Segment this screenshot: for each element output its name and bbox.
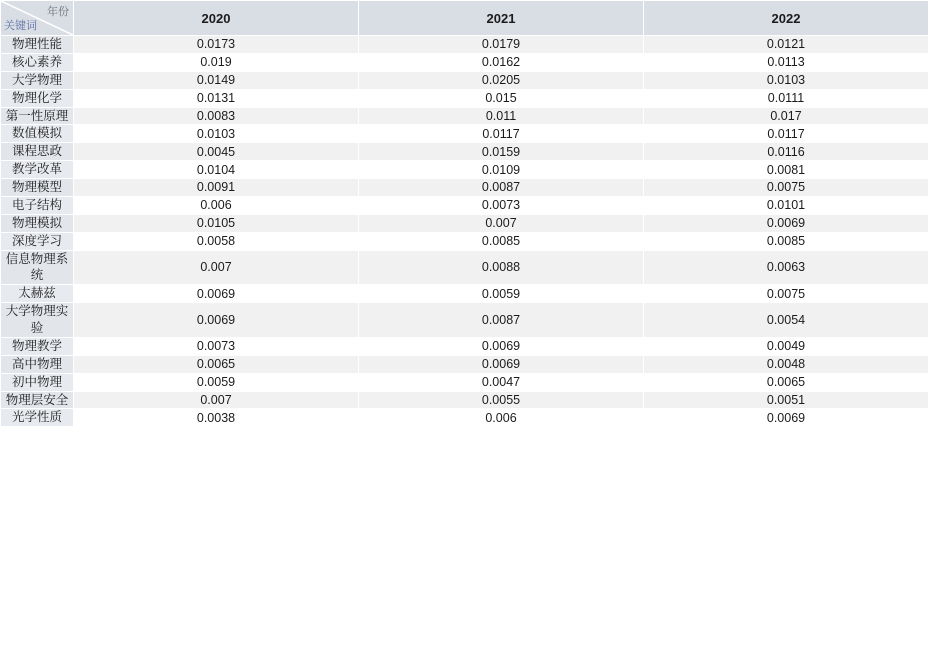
table-row: [1, 409, 929, 427]
column-header-2021: 2021: [359, 1, 644, 36]
table-row: [1, 107, 929, 125]
cell-value: 0.0069: [644, 214, 929, 232]
table-row: [1, 355, 929, 373]
corner-header-cell: [1, 1, 74, 36]
cell-value: 0.0059: [74, 373, 359, 391]
cell-value: 0.011: [359, 107, 644, 125]
table-row: [1, 53, 929, 71]
cell-value: 0.0113: [644, 53, 929, 71]
table-header: [1, 1, 929, 36]
table-row: [1, 373, 929, 391]
row-header-keyword: 物理层安全: [1, 391, 74, 409]
cell-value: 0.0075: [644, 179, 929, 197]
row-header-keyword: 光学性质: [1, 409, 74, 427]
cell-value: 0.0116: [644, 143, 929, 161]
row-header-keyword: 数值模拟: [1, 125, 74, 143]
row-header-keyword: 物理教学: [1, 337, 74, 355]
row-header-keyword: 教学改革: [1, 161, 74, 179]
cell-value: 0.0065: [644, 373, 929, 391]
cell-value: 0.0179: [359, 36, 644, 54]
row-header-keyword: 初中物理: [1, 373, 74, 391]
row-header-keyword: 物理模型: [1, 179, 74, 197]
cell-value: 0.0048: [644, 355, 929, 373]
row-header-keyword: 深度学习: [1, 232, 74, 250]
cell-value: 0.0069: [74, 285, 359, 303]
cell-value: 0.0103: [74, 125, 359, 143]
cell-value: 0.0117: [359, 125, 644, 143]
row-header-keyword: 课程思政: [1, 143, 74, 161]
cell-value: 0.0173: [74, 36, 359, 54]
cell-value: 0.0091: [74, 179, 359, 197]
cell-value: 0.0103: [644, 71, 929, 89]
column-header-2020: 2020: [74, 1, 359, 36]
corner-row-label: 关键词: [4, 20, 37, 32]
table-row: [1, 89, 929, 107]
row-header-keyword: 信息物理系统: [1, 250, 74, 285]
table-row: [1, 143, 929, 161]
row-header-keyword: 核心素养: [1, 53, 74, 71]
cell-value: 0.007: [74, 391, 359, 409]
cell-value: 0.0081: [644, 161, 929, 179]
table-row: [1, 71, 929, 89]
corner-column-label: 年份: [47, 6, 69, 18]
row-header-keyword: 物理性能: [1, 36, 74, 54]
cell-value: 0.0101: [644, 196, 929, 214]
cell-value: 0.0059: [359, 285, 644, 303]
table-row: [1, 196, 929, 214]
cell-value: 0.006: [74, 196, 359, 214]
cell-value: 0.0049: [644, 337, 929, 355]
cell-value: 0.017: [644, 107, 929, 125]
cell-value: 0.0073: [74, 337, 359, 355]
cell-value: 0.0065: [74, 355, 359, 373]
cell-value: 0.0117: [644, 125, 929, 143]
row-header-keyword: 第一性原理: [1, 107, 74, 125]
cell-value: 0.0075: [644, 285, 929, 303]
cell-value: 0.007: [359, 214, 644, 232]
cell-value: 0.0069: [359, 355, 644, 373]
cell-value: 0.0104: [74, 161, 359, 179]
cell-value: 0.0073: [359, 196, 644, 214]
cell-value: 0.0069: [644, 409, 929, 427]
row-header-keyword: 大学物理实验: [1, 303, 74, 338]
cell-value: 0.0085: [644, 232, 929, 250]
cell-value: 0.015: [359, 89, 644, 107]
table-row: [1, 391, 929, 409]
table-row: [1, 214, 929, 232]
cell-value: 0.0045: [74, 143, 359, 161]
row-header-keyword: 大学物理: [1, 71, 74, 89]
cell-value: 0.019: [74, 53, 359, 71]
table-row: [1, 303, 929, 338]
cell-value: 0.0087: [359, 303, 644, 338]
table-body: [1, 36, 929, 427]
cell-value: 0.0054: [644, 303, 929, 338]
cell-value: 0.0047: [359, 373, 644, 391]
cell-value: 0.0109: [359, 161, 644, 179]
table-row: [1, 337, 929, 355]
cell-value: 0.0083: [74, 107, 359, 125]
cell-value: 0.0038: [74, 409, 359, 427]
cell-value: 0.0105: [74, 214, 359, 232]
row-header-keyword: 物理模拟: [1, 214, 74, 232]
cell-value: 0.0159: [359, 143, 644, 161]
table-row: [1, 179, 929, 197]
cell-value: 0.006: [359, 409, 644, 427]
table-row: [1, 232, 929, 250]
cell-value: 0.0051: [644, 391, 929, 409]
cell-value: 0.0058: [74, 232, 359, 250]
cell-value: 0.0087: [359, 179, 644, 197]
cell-value: 0.0149: [74, 71, 359, 89]
table-row: [1, 250, 929, 285]
cell-value: 0.0205: [359, 71, 644, 89]
table-row: [1, 285, 929, 303]
table-header-row: [1, 1, 929, 36]
cell-value: 0.007: [74, 250, 359, 285]
row-header-keyword: 电子结构: [1, 196, 74, 214]
cell-value: 0.0162: [359, 53, 644, 71]
row-header-keyword: 物理化学: [1, 89, 74, 107]
row-header-keyword: 太赫兹: [1, 285, 74, 303]
cell-value: 0.0069: [74, 303, 359, 338]
cell-value: 0.0088: [359, 250, 644, 285]
cell-value: 0.0085: [359, 232, 644, 250]
cell-value: 0.0063: [644, 250, 929, 285]
cell-value: 0.0111: [644, 89, 929, 107]
cell-value: 0.0121: [644, 36, 929, 54]
table-row: [1, 161, 929, 179]
table-row: [1, 36, 929, 54]
cell-value: 0.0131: [74, 89, 359, 107]
table-row: [1, 125, 929, 143]
row-header-keyword: 高中物理: [1, 355, 74, 373]
column-header-2022: 2022: [644, 1, 929, 36]
cell-value: 0.0055: [359, 391, 644, 409]
cell-value: 0.0069: [359, 337, 644, 355]
